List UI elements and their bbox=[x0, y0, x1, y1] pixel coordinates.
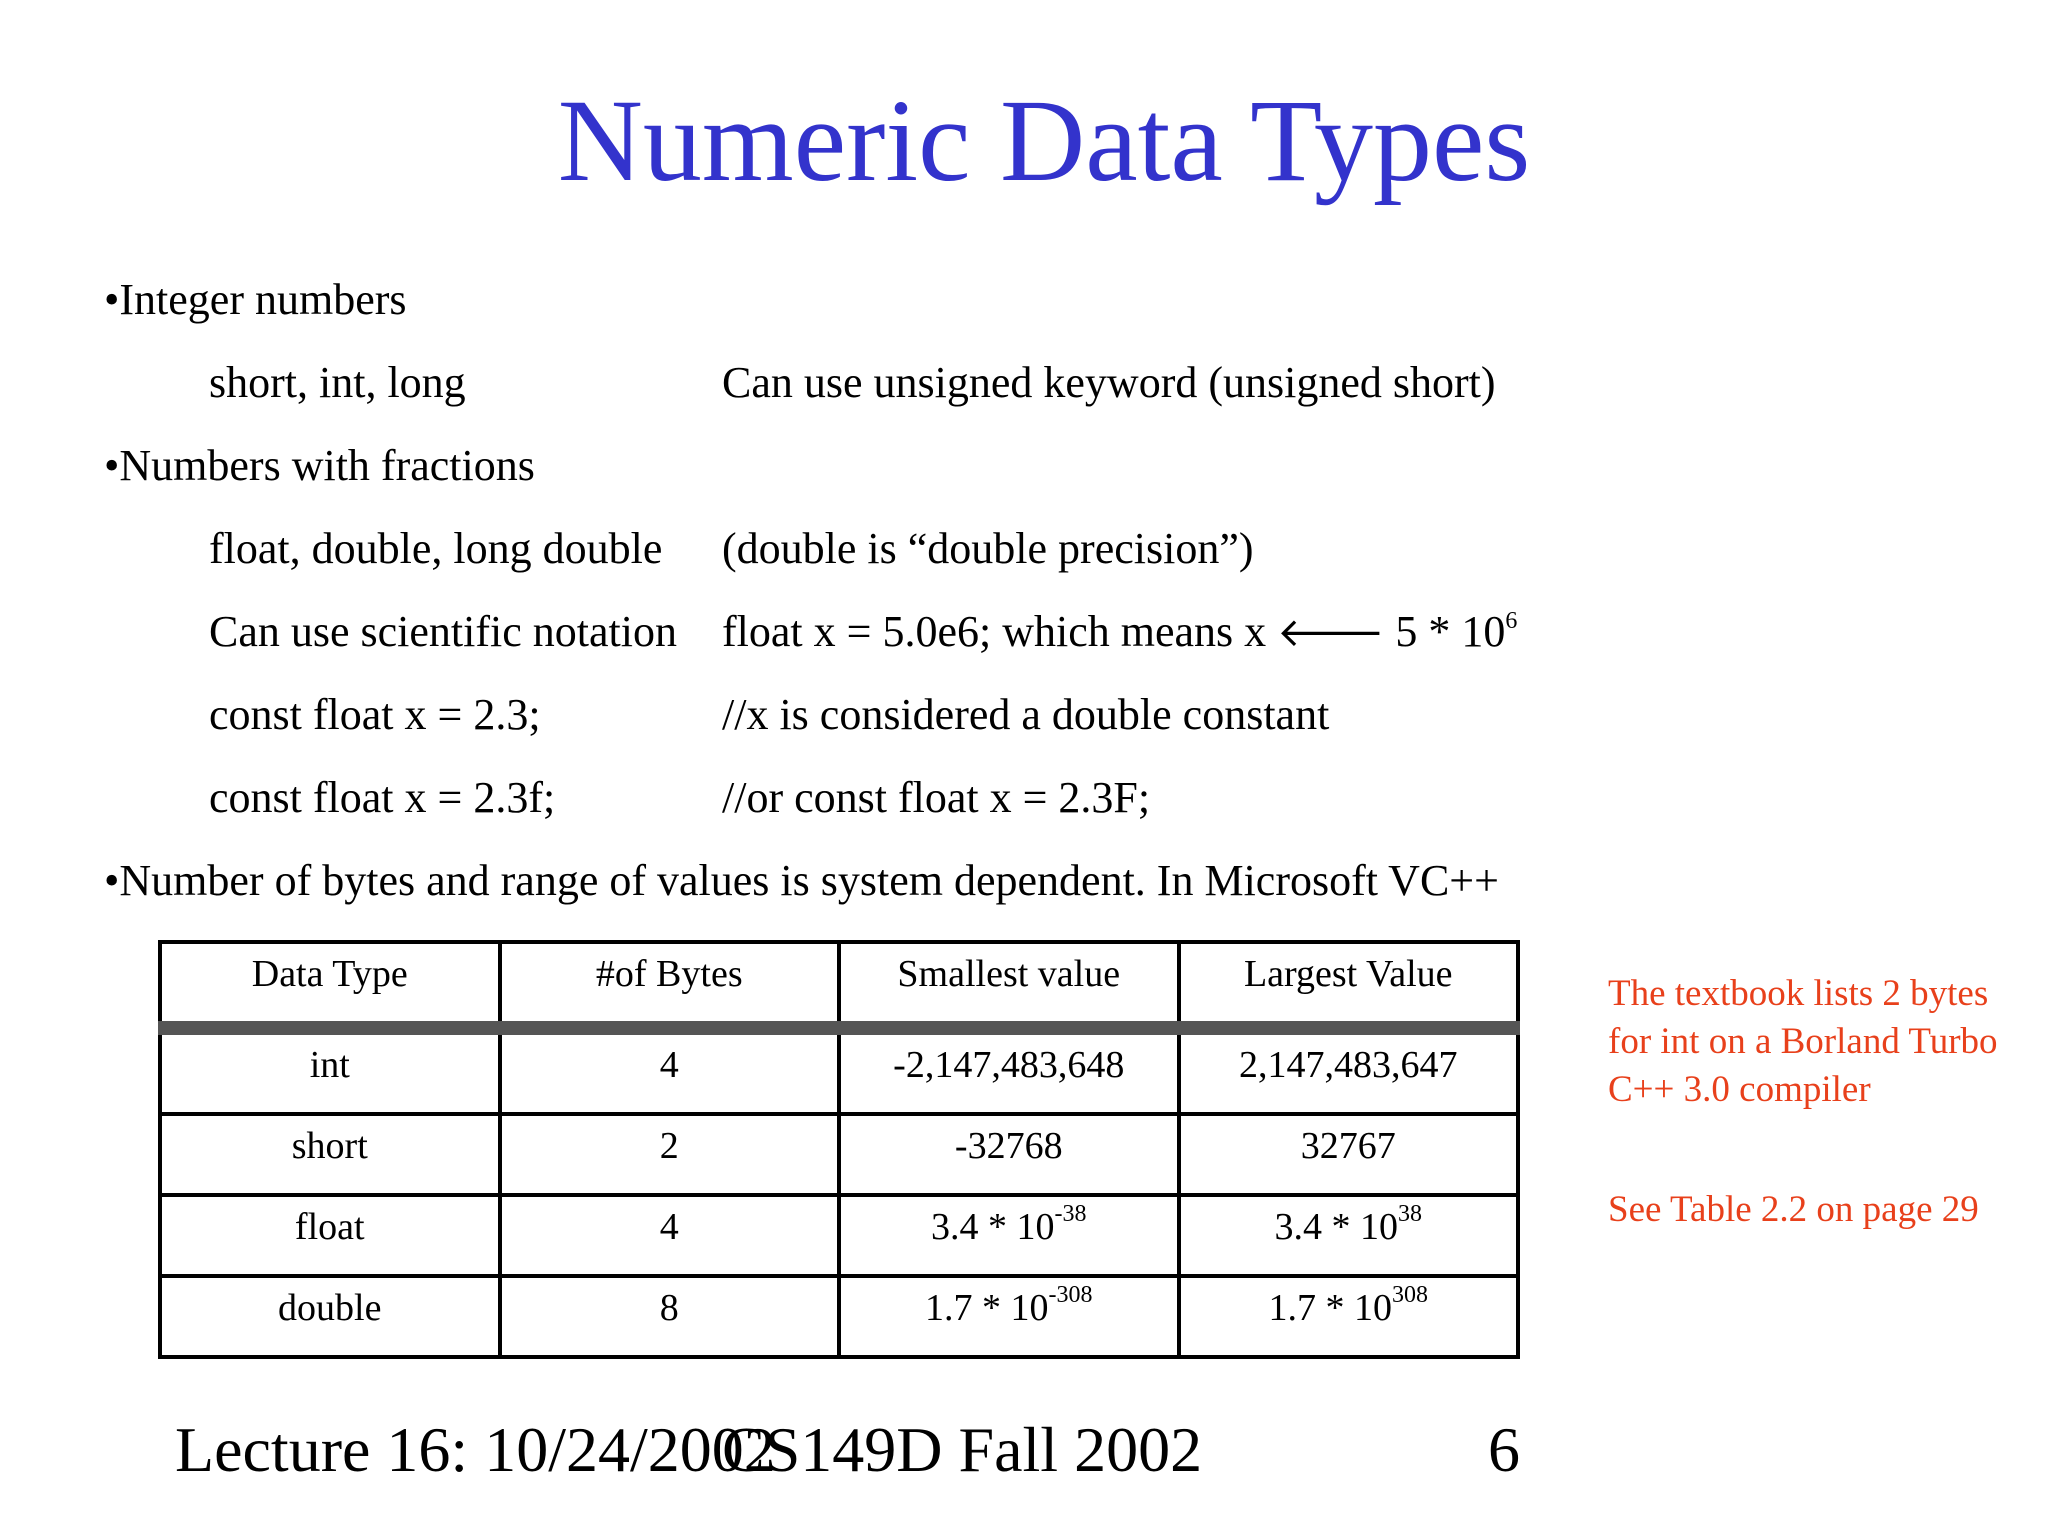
bullet-fractions: •Numbers with fractions bbox=[104, 441, 535, 490]
cell-type: short bbox=[160, 1114, 500, 1195]
see-table-note: See Table 2.2 on page 29 bbox=[1608, 1189, 1979, 1230]
const-float-comment: //x is considered a double constant bbox=[722, 690, 1330, 739]
table-row bbox=[160, 1195, 1518, 1276]
const-float-example: const float x = 2.3; bbox=[209, 690, 541, 739]
table-header-row bbox=[160, 942, 1518, 1028]
scientific-notation-label: Can use scientific notation bbox=[209, 607, 677, 656]
smallest-exponent: -38 bbox=[1054, 1201, 1087, 1228]
table-row bbox=[160, 1028, 1518, 1114]
cell-largest bbox=[1179, 1276, 1519, 1357]
footer-lecture: Lecture 16: 10/24/2002 bbox=[175, 1414, 776, 1485]
cell-largest: 2,147,483,647 bbox=[1179, 1028, 1519, 1114]
scientific-exponent: 6 bbox=[1505, 608, 1518, 635]
cell-bytes: 2 bbox=[500, 1114, 840, 1195]
cell-type: float bbox=[160, 1195, 500, 1276]
scientific-notation-example bbox=[722, 607, 1518, 656]
cell-smallest: -2,147,483,648 bbox=[839, 1028, 1179, 1114]
const-float-f-example: const float x = 2.3f; bbox=[209, 773, 556, 822]
cell-smallest: -32768 bbox=[839, 1114, 1179, 1195]
bullet-bytes-range: •Number of bytes and range of values is system dependent. In Microsoft VC++ bbox=[104, 856, 1499, 905]
smallest-exponent: -308 bbox=[1048, 1282, 1093, 1309]
textbook-note: The textbook lists 2 bytes for int on a Borland Turbo C++ 3.0 compiler bbox=[1608, 973, 1998, 1110]
cell-bytes: 4 bbox=[500, 1028, 840, 1114]
header-data-type: Data Type bbox=[160, 942, 500, 1028]
cell-largest: 32767 bbox=[1179, 1114, 1519, 1195]
cell-bytes: 8 bbox=[500, 1276, 840, 1357]
largest-base: 3.4 * 10 bbox=[1274, 1206, 1398, 1248]
header-largest: Largest Value bbox=[1179, 942, 1519, 1028]
cell-smallest bbox=[839, 1195, 1179, 1276]
cell-smallest bbox=[839, 1276, 1179, 1357]
footer-course: CS149D Fall 2002 bbox=[722, 1414, 1203, 1485]
integer-types: short, int, long bbox=[209, 358, 466, 407]
cell-bytes: 4 bbox=[500, 1195, 840, 1276]
largest-exponent: 38 bbox=[1398, 1201, 1422, 1228]
largest-base: 1.7 * 10 bbox=[1268, 1287, 1392, 1329]
table-row bbox=[160, 1114, 1518, 1195]
header-smallest: Smallest value bbox=[839, 942, 1179, 1028]
slide-title: Numeric Data Types bbox=[557, 75, 1531, 206]
largest-exponent: 308 bbox=[1392, 1282, 1428, 1309]
bullet-integer-numbers: •Integer numbers bbox=[104, 275, 407, 324]
header-bytes: #of Bytes bbox=[500, 942, 840, 1028]
scientific-example-suffix: 5 * 10 bbox=[1384, 607, 1506, 656]
footer-page-number: 6 bbox=[1488, 1414, 1520, 1485]
cell-type: double bbox=[160, 1276, 500, 1357]
double-precision-note: (double is “double precision”) bbox=[722, 524, 1254, 573]
data-types-table bbox=[158, 940, 1520, 1359]
const-float-f-comment: //or const float x = 2.3F; bbox=[722, 773, 1151, 822]
smallest-base: 3.4 * 10 bbox=[931, 1206, 1055, 1248]
cell-type: int bbox=[160, 1028, 500, 1114]
smallest-base: 1.7 * 10 bbox=[925, 1287, 1049, 1329]
scientific-example-prefix: float x = 5.0e6; which means x bbox=[722, 607, 1278, 656]
table-row bbox=[160, 1276, 1518, 1357]
left-arrow-icon: 🡐 bbox=[1277, 610, 1385, 656]
cell-largest bbox=[1179, 1195, 1519, 1276]
fraction-types: float, double, long double bbox=[209, 524, 663, 573]
integer-unsigned-note: Can use unsigned keyword (unsigned short) bbox=[722, 358, 1496, 407]
